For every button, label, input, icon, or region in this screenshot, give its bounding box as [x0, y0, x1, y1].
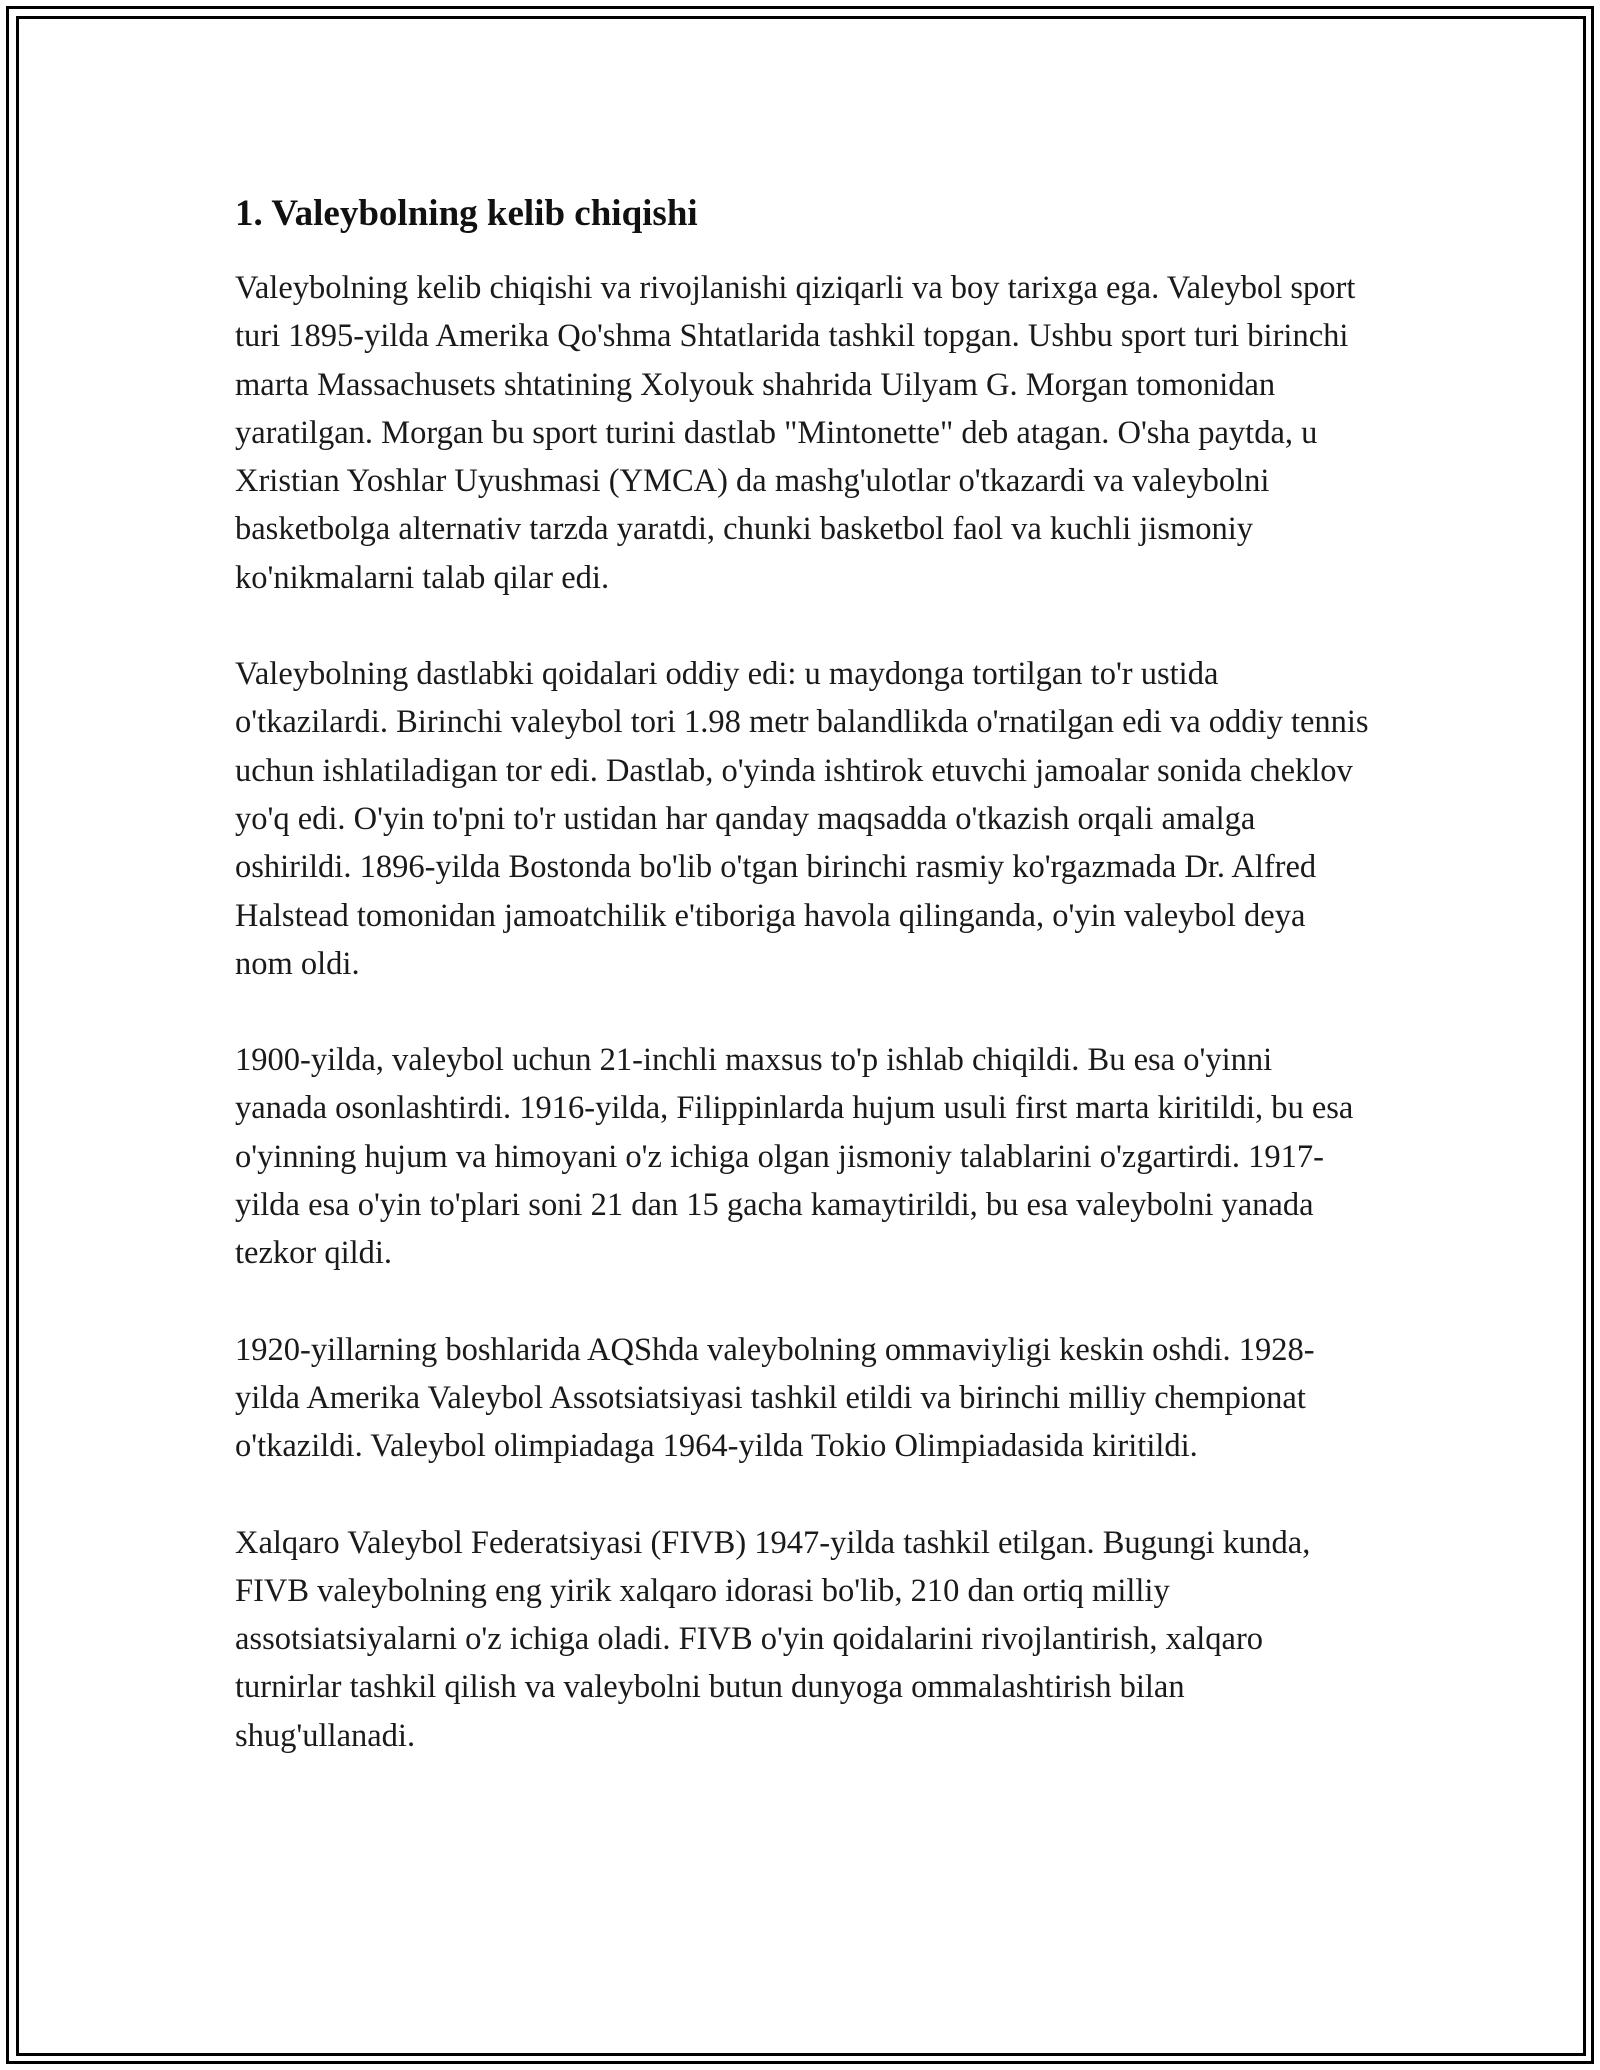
section-heading: 1. Valeybolning kelib chiqishi — [235, 193, 698, 234]
document-body — [235, 186, 1370, 1808]
paragraph-early-rules: Valeybolning dastlabki qoidalari oddiy edi: u maydonga tortilgan to'r ustida o'tkazilardi. Birinchi valeybol tori 1.98 metr balandlikda o'rnatilgan edi va oddiy tennis uchun ishlatiladigan tor edi. Dastlab, o'yinda ishtirok etuvchi jamoalar sonida cheklov yo'q edi. O'yin to'pni to'r ustidan har qanday maqsadda o'tkazish orqali amalga oshirildi. 1896-yilda Bostonda bo'lib o'tgan birinchi rasmiy ko'rgazmada Dr. Alfred Halstead tomonidan jamoatchilik e'tiboriga havola qilinganda, o'yin valeybol deya nom oldi. — [235, 656, 1369, 982]
paragraph-developments: 1900-yilda, valeybol uchun 21-inchli maxsus to'p ishlab chiqildi. Bu esa o'yinni yanada osonlashtirdi. 1916-yilda, Filippinlarda hujum usuli first marta kiritildi, bu esa o'yinning hujum va himoyani o'z ichiga olgan jismoniy talablarini o'zgartirdi. 1917-yilda esa o'yin to'plari soni 21 dan 15 gacha kamaytirildi, bu esa valeybolni yanada tezkor qildi. — [235, 1042, 1354, 1272]
paragraph-fivb: Xalqaro Valeybol Federatsiyasi (FIVB) 1947-yilda tashkil etilgan. Bugungi kunda, FIVB valeybolning eng yirik xalqaro idorasi bo'lib, 210 dan ortiq milliy assotsiatsiyalarni o'z ichiga oladi. FIVB o'yin qoidalarini rivojlantirish, xalqaro turnirlar tashkil qilish va valeybolni butun dunyoga ommalashtirish bilan shug'ullanadi. — [235, 1524, 1311, 1754]
paragraph-origin: Valeybolning kelib chiqishi va rivojlanishi qiziqarli va boy tarixga ega. Valeybol sport turi 1895-yilda Amerika Qo'shma Shtatlarida tashkil topgan. Ushbu sport turi birinchi marta Massachusets shtatining Xolyouk shahrida Uilyam G. Morgan tomonidan yaratilgan. Morgan bu sport turini dastlab "Mintonette" deb atagan. O'sha paytda, u Xristian Yoshlar Uyushmasi (YMCA) da mashg'ulotlar o'tkazardi va valeybolni basketbolga alternativ tarzda yaratdi, chunki basketbol faol va kuchli jismoniy ko'nikmalarni talab qilar edi. — [235, 270, 1356, 596]
paragraph-popularity: 1920-yillarning boshlarida AQShda valeybolning ommaviyligi keskin oshdi. 1928-yilda Amerika Valeybol Assotsiatsiyasi tashkil etildi va birinchi milliy chempionat o'tkazildi. Valeybol olimpiadaga 1964-yilda Tokio Olimpiadasida kiritildi. — [235, 1331, 1315, 1465]
